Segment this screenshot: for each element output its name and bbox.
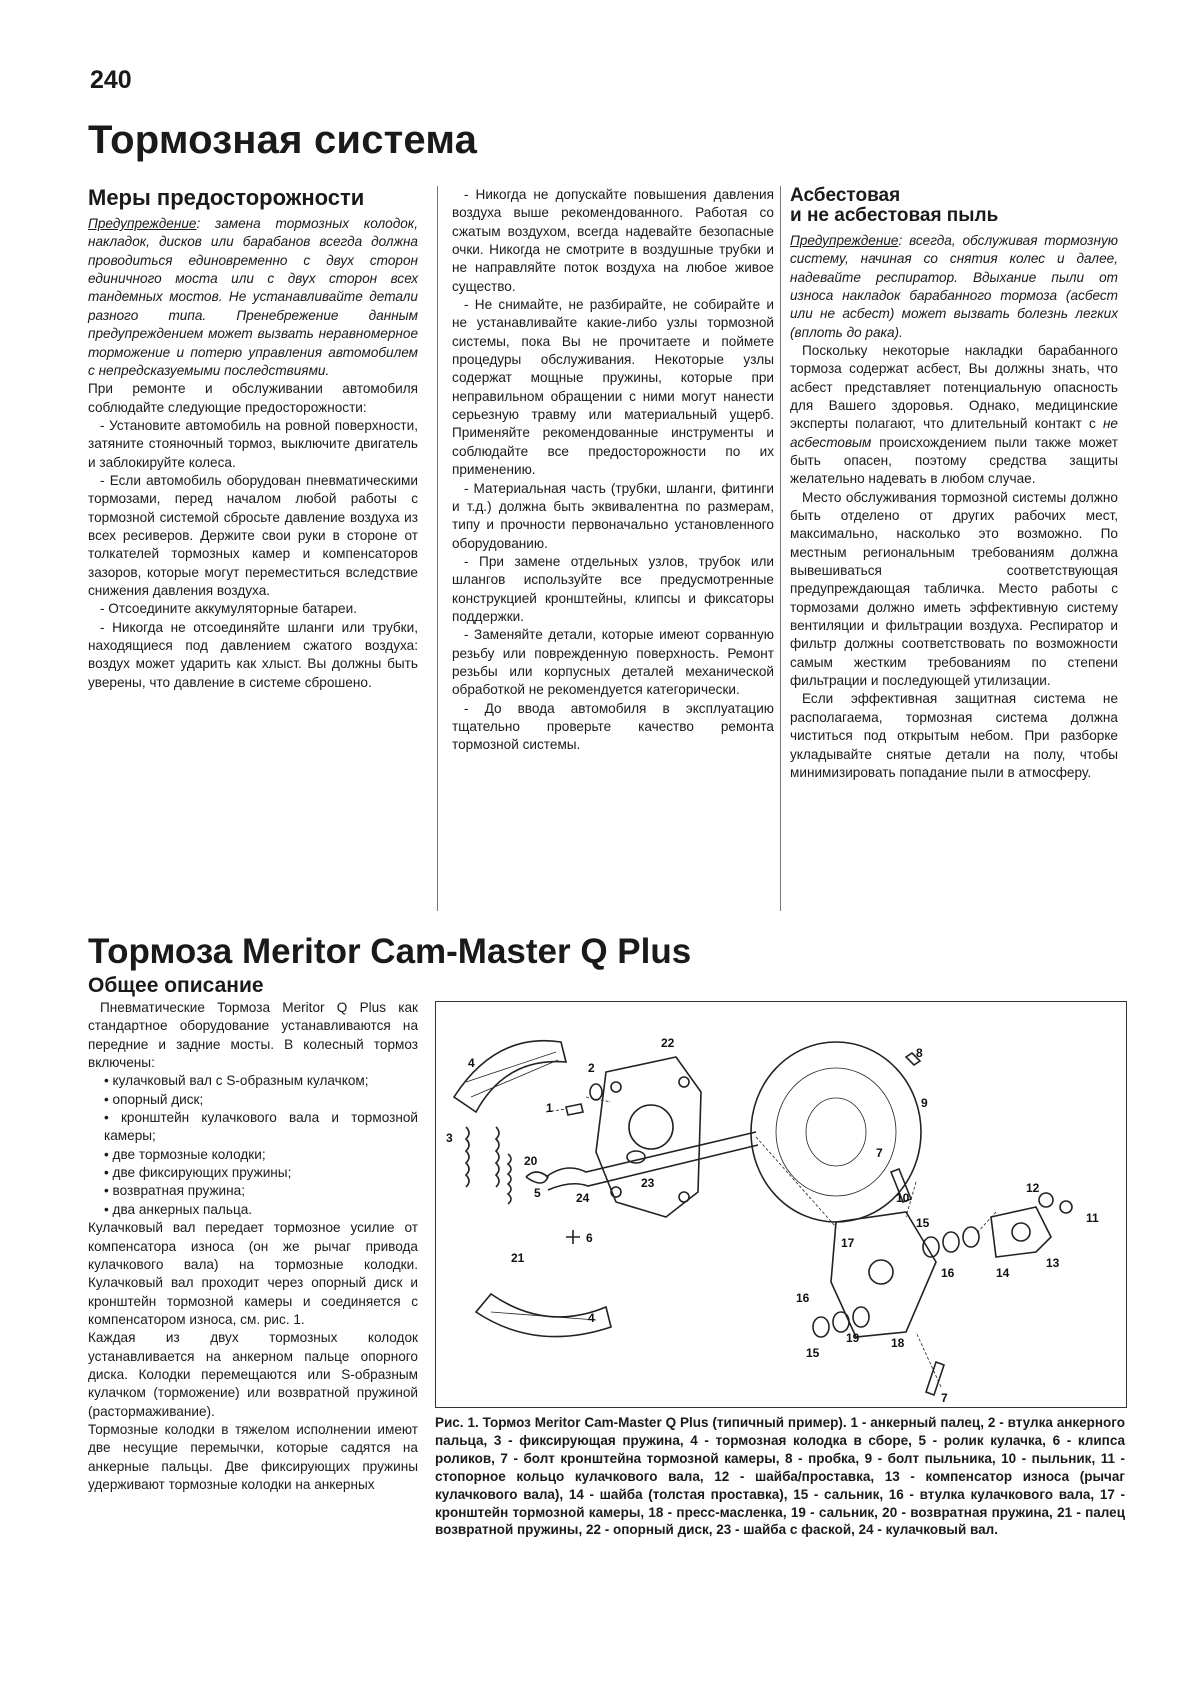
- callout-label: 16: [941, 1266, 955, 1280]
- slack-adjuster: [991, 1207, 1051, 1257]
- callout-label: 13: [1046, 1256, 1060, 1270]
- list-item: - До ввода автомобиля в эксплуатацию тщательно проверьте качество ремонта тормозной системы.: [452, 700, 774, 753]
- list-item: - Установите автомобиль на ровной поверхности, затяните стояночный тормоз, выключите двигатель и заблокируйте колеса.: [88, 417, 418, 470]
- callout-label: 4: [588, 1311, 595, 1325]
- callout-label: 3: [446, 1131, 453, 1145]
- callout-label: 19: [846, 1331, 860, 1345]
- chamber-bracket: [831, 1212, 936, 1337]
- callout-label: 16: [796, 1291, 810, 1305]
- text-run-italic: не асбестовым: [790, 416, 1118, 450]
- list-item: • кулачковый вал с S-образным кулачком;: [104, 1073, 369, 1089]
- warning-label: Предупреждение: [790, 232, 899, 248]
- callout-label: 10: [896, 1191, 910, 1205]
- callout-label: 23: [641, 1176, 655, 1190]
- callout-label: 11: [1086, 1211, 1099, 1225]
- callout-label: 9: [921, 1096, 928, 1110]
- list-item: - Отсоедините аккумуляторные батареи.: [100, 601, 357, 617]
- text-run: Поскольку некоторые накладки барабанного тормоза содержат асбест, Вы должны знать, что асбест представляет потенциальную опасность для Вашего здоровья. Однако, медицинские эксперты полагают, что длительный контакт с: [790, 342, 1118, 432]
- callout-label: 14: [996, 1266, 1010, 1280]
- column-divider: [437, 186, 438, 911]
- callout-label: 15: [806, 1346, 820, 1360]
- warning-label: Предупреждение: [88, 216, 197, 232]
- callout-label: 20: [524, 1154, 538, 1168]
- list-item: - При замене отдельных узлов, трубок или шлангов используйте все предусмотренные конструкцией кронштейны, клипсы и фиксаторы поддержки.: [452, 553, 774, 624]
- list-item: • опорный диск;: [104, 1091, 204, 1107]
- page-title: Тормозная система: [88, 118, 478, 162]
- asbestos-warning: [790, 232, 1118, 342]
- diagram-labels: [446, 1036, 1099, 1405]
- retaining-spring-1: [466, 1127, 469, 1187]
- asbestos-heading: [790, 186, 1118, 226]
- list-item: - Никогда не отсоединяйте шланги или трубки, находящиеся под давлением сжатого воздуха: воздух может ударить как хлыст. Вы должны быть уверены, что давление в системе сброшено.: [88, 619, 418, 690]
- list-item: - Заменяйте детали, которые имеют сорванную резьбу или поврежденную поверхность. Ремонт резьбы или корпусных деталей механической обработкой не рекомендуется категорически.: [452, 627, 774, 698]
- callout-label: 4: [468, 1056, 475, 1070]
- return-spring: [508, 1154, 511, 1204]
- list-item: • кронштейн кулачкового вала и тормозной камеры;: [104, 1110, 418, 1144]
- callout-label: 8: [916, 1046, 923, 1060]
- description-paragraph: Кулачковый вал передает тормозное усилие от компенсатора износа (он же рычаг привода кулачкового вала) на тормозные колодки. Кулачковый вал проходит через опорный диск и кронштейн тормозной камеры и соединяется с компенсатором износа, см. рис. 1.: [88, 1220, 418, 1327]
- list-item: • две тормозные колодки;: [104, 1146, 266, 1162]
- asbestos-paragraph-1: [790, 342, 1118, 489]
- precautions-heading: Меры предосторожности: [88, 185, 365, 210]
- precautions-intro: При ремонте и обслуживании автомобиля соблюдайте следующие предосторожности:: [88, 381, 418, 415]
- callout-label: 1: [546, 1101, 553, 1115]
- callout-label: 7: [941, 1391, 948, 1405]
- callout-label: 15: [916, 1216, 930, 1230]
- page-number: 240: [90, 66, 132, 94]
- callout-label: 18: [891, 1336, 905, 1350]
- precautions-warning: [88, 215, 418, 380]
- callout-label: 6: [586, 1231, 593, 1245]
- column-asbestos: [790, 186, 1118, 782]
- brake-exploded-diagram: [436, 1002, 1126, 1407]
- asbestos-heading-line2: и не асбестовая пыль: [790, 204, 999, 226]
- figure-frame: [435, 1001, 1127, 1408]
- text-run: происхождением пыли также может быть опасен, поэтому средства защиты желательно надевать в любом случае.: [790, 434, 1118, 487]
- column-precautions-continued: [452, 186, 774, 755]
- callout-label: 24: [576, 1191, 590, 1205]
- description-paragraph: Каждая из двух тормозных колодок устанавливается на анкерном пальце опорного диска. Колодки перемещаются или S-образным кулачком (торможение) или возвратной пружиной (растормаживание).: [88, 1330, 418, 1419]
- description-paragraph: Пневматические Тормоза Meritor Q Plus как стандартное оборудование устанавливаются на передние и задние мосты. В колесный тормоз включены:: [88, 1000, 418, 1071]
- asbestos-paragraph-2: Место обслуживания тормозной системы должно быть отделено от других рабочих мест, максимально, насколько это возможно. По местным региональным требованиям должна вывешиваться соответствующая предупреждающая табличка. Место работы с тормозами должно иметь эффективную систему вентиляции и фильтрации воздуха. Респиратор и фильтр должны соответствовать по возможности самым жестким требованиям по степени фильтрации и последующей утилизации.: [790, 489, 1118, 689]
- asbestos-heading-line1: Асбестовая: [790, 185, 901, 206]
- warning-text: : всегда, обслуживая тормозную систему, начиная со снятия колес и далее, надевайте респиратор. Вдыхание пыли от износа накладок барабанного тормоза (асбест или не асбест) может вызвать болезнь легких (вплоть до рака).: [790, 232, 1118, 340]
- list-item: - Никогда не допускайте повышения давления воздуха выше рекомендованного. Работая со сжатым воздухом, всегда надевайте безопасные очки. Никогда не смотрите в воздушные трубки и не направляйте поток воздуха на любое живое существо.: [452, 187, 774, 294]
- general-description-heading: Общее описание: [88, 974, 264, 997]
- list-item: • две фиксирующих пружины;: [104, 1165, 292, 1181]
- callout-label: 2: [588, 1061, 595, 1075]
- callout-label: 21: [511, 1251, 525, 1265]
- callout-label: 5: [534, 1186, 541, 1200]
- retaining-spring-2: [496, 1127, 499, 1187]
- description-paragraph: Тормозные колодки в тяжелом исполнении имеют две несущие перемычки, которые садятся на анкерные пальцы. Две фиксирующих пружины удерживают тормозные колодки на анкерных: [88, 1421, 418, 1492]
- section-title: Тормоза Meritor Cam-Master Q Plus: [88, 932, 692, 971]
- column-divider: [780, 186, 781, 911]
- list-item: • возвратная пружина;: [104, 1183, 245, 1199]
- callout-label: 12: [1026, 1181, 1040, 1195]
- list-item: - Не снимайте, не разбирайте, не собирайте и не устанавливайте какие-либо узлы тормозной системы, пока Вы не прочитаете и поймете процедуры обслуживания. Некоторые узлы содержат мощные пружины, которые при неправильном обращении с ними могут нанести серьезную травму или материальный ущерб. Применяйте рекомендованные инструменты и соблюдайте все предосторожности по их применению.: [452, 297, 774, 478]
- list-item: - Материальная часть (трубки, шланги, фитинги и т.д.) должна быть эквивалентна по размерам, типу и прочности первоначально установленного оборудованию.: [452, 480, 774, 551]
- callout-label: 17: [841, 1236, 855, 1250]
- callout-label: 22: [661, 1036, 675, 1050]
- warning-text: : замена тормозных колодок, накладок, дисков или барабанов всегда должна проводиться единовременно с двух сторон единичного моста или с двух сторон всех тандемных мостов. Не устанавливайте детали разного типа. Пренебрежение данным предупреждением может вызвать неравномерное торможение и потерю управления автомобилем с непредсказуемыми последствиями.: [88, 216, 418, 378]
- asbestos-paragraph-3: Если эффективная защитная система не располагаема, тормозная система должна чиститься под открытым небом. При разборке укладывайте снятые детали на полу, чтобы минимизировать попадание пыли в атмосферу.: [790, 691, 1118, 780]
- column-general-description: [88, 975, 418, 1494]
- list-item: • два анкерных пальца.: [104, 1201, 253, 1217]
- figure-caption: Рис. 1. Тормоз Meritor Cam-Master Q Plus (типичный пример). 1 - анкерный палец, 2 - втулка анкерного пальца, 3 - фиксирующая пружина, 4 - тормозная колодка в сборе, 5 - ролик кулачка, 6 - клипса роликов, 7 - болт кронштейна тормозной камеры, 8 - пробка, 9 - болт пыльника, 10 - пыльник, 11 - стопорное кольцо кулачкового вала, 12 - шайба/проставка, 13 - компенсатор износа (рычаг кулачкового вала), 14 - шайба (толстая проставка), 15 - сальник, 16 - втулка кулачкового вала, 17 - кронштейн тормозной камеры, 18 - пресс-масленка, 19 - сальник, 20 - возвратная пружина, 21 - палец возвратной пружины, 22 - опорный диск, 23 - шайба с фаской, 24 - кулачковый вал.: [435, 1415, 1125, 1538]
- column-precautions: [88, 186, 418, 692]
- list-item: - Если автомобиль оборудован пневматическими тормозами, перед началом любой работы с тормозной системой сбросьте давление воздуха из всех ресиверов. Держите свои руки в стороне от толкателей тормозных камер и компенсаторов зазоров, которые могут переместиться вследствие снижения давления воздуха.: [88, 472, 418, 598]
- callout-label: 7: [876, 1146, 883, 1160]
